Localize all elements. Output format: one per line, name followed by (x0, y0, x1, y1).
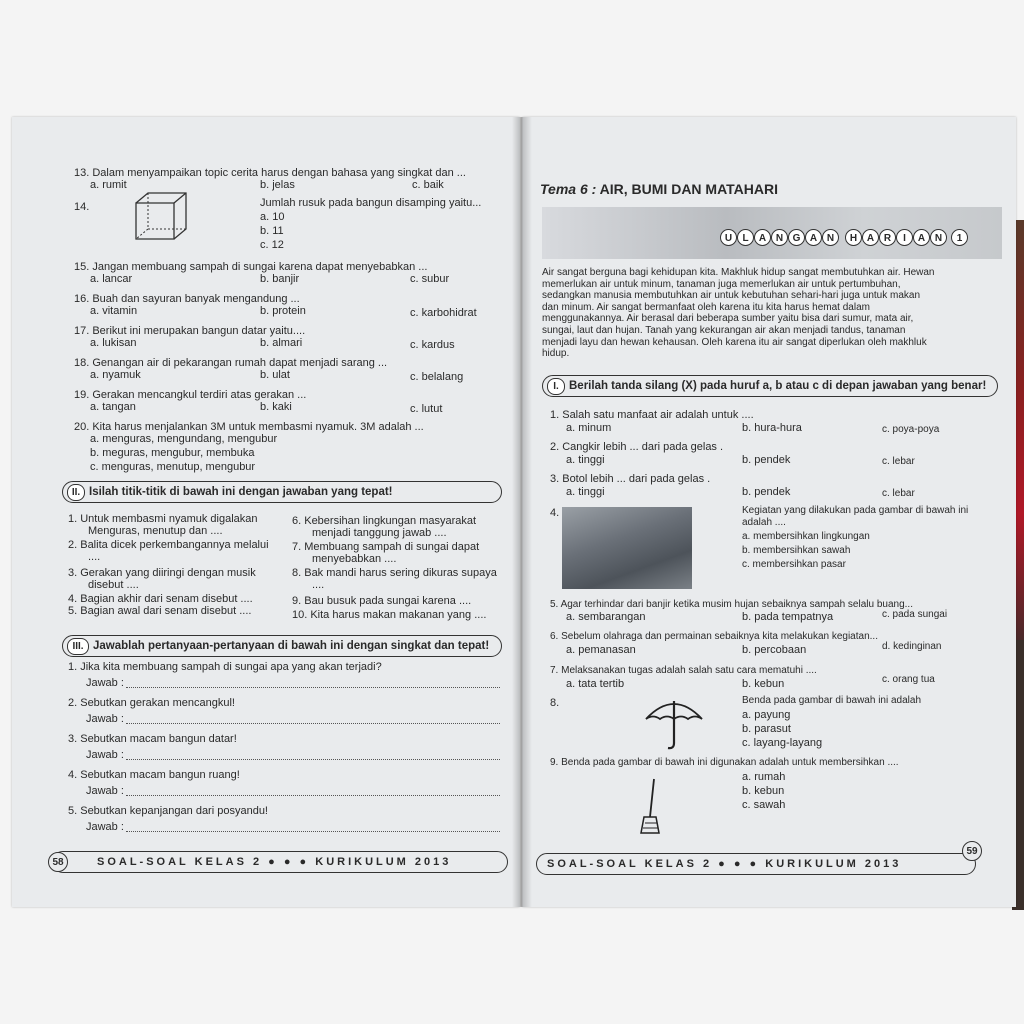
r-q6-option-b[interactable]: b. percobaan (742, 644, 807, 656)
ulangan-letter: I (896, 229, 913, 246)
right-page-number: 59 (962, 841, 982, 861)
paragraph-line: memerlukan air untuk minum, tanaman juga memerlukan air untuk pertumbuhan, (542, 278, 901, 290)
broom-icon (634, 777, 664, 837)
ulangan-letter: U (720, 229, 737, 246)
q17-option-a: a. lukisan (90, 337, 137, 349)
left-footer (52, 851, 508, 873)
r-q4-number: 4. (550, 507, 560, 519)
r-q6-option-c[interactable]: d. kedinginan (882, 641, 942, 652)
right-page (522, 117, 1016, 907)
r-q9-option-b[interactable]: b. kebun (742, 785, 785, 797)
q15-option-b: b. banjir (260, 273, 300, 285)
r-q2-option-a[interactable]: a. tinggi (566, 454, 605, 466)
ulangan-letter: A (913, 229, 930, 246)
cube-figure (132, 191, 192, 243)
fill-1: 1. Untuk membasmi nyamuk digalakan (68, 513, 258, 525)
fill-3-cont: disebut .... (88, 579, 139, 591)
cleaning-environment-photo (562, 507, 692, 589)
q17-option-b: b. almari (260, 337, 303, 349)
essay-5: 5. Sebutkan kepanjangan dari posyandu! (68, 805, 268, 817)
section-2-label: Isilah titik-titik di bawah ini dengan jawaban yang tepat! (89, 486, 393, 498)
paragraph-line: sungai, laut dan hujan. Tanah yang kekurangan air akan menjadi tandus, tanaman (542, 324, 906, 336)
q15-stem: 15. Jangan membuang sampah di sungai karena dapat menyebabkan ... (74, 261, 428, 273)
left-page (12, 117, 520, 907)
book-gutter (512, 117, 532, 907)
essay-3: 3. Sebutkan macam bangun datar! (68, 733, 237, 745)
r-q7-option-c[interactable]: c. orang tua (882, 674, 935, 685)
q19-option-c: c. lutut (410, 403, 443, 415)
r-q4-stem-1: Kegiatan yang dilakukan pada gambar di bawah ini (742, 505, 969, 516)
fill-6-cont: menjadi tanggung jawab .... (312, 527, 447, 539)
q14-stem: Jumlah rusuk pada bangun disamping yaitu... (260, 197, 482, 209)
fill-2-cont: .... (88, 551, 101, 563)
r-q1-option-a[interactable]: a. minum (566, 422, 612, 434)
ulangan-letter: N (930, 229, 947, 246)
section-1-header (542, 375, 998, 397)
tema-title (540, 181, 778, 197)
essay-1: 1. Jika kita membuang sampah di sungai apa yang akan terjadi? (68, 661, 382, 673)
r-q1-option-c[interactable]: c. poya-poya (882, 424, 940, 435)
paragraph-line: hidup. (542, 348, 570, 360)
q14-option-a: a. 10 (260, 211, 285, 223)
intro-paragraph (542, 267, 962, 360)
fill-1-cont: Menguras, menutup dan .... (88, 525, 223, 537)
r-q4-option-b[interactable]: b. membersihkan sawah (742, 545, 851, 556)
r-q4-option-c[interactable]: c. membersihkan pasar (742, 559, 846, 570)
jawab-label-4: Jawab : (86, 785, 124, 797)
q20-stem: 20. Kita harus menjalankan 3M untuk membasmi nyamuk. 3M adalah ... (74, 421, 424, 433)
umbrella-icon (642, 695, 706, 751)
r-q2-option-c[interactable]: c. lebar (882, 456, 915, 467)
r-q3-option-c[interactable]: c. lebar (882, 488, 915, 499)
right-footer-text: SOAL-SOAL KELAS 2 ● ● ● KURIKULUM 2013 (547, 858, 902, 870)
section-2-number: II. (67, 484, 85, 501)
fill-7: 7. Membuang sampah di sungai dapat (292, 541, 480, 553)
section-2-header (62, 481, 502, 503)
ulangan-letter: A (754, 229, 771, 246)
q13-option-a: a. rumit (90, 179, 127, 191)
paragraph-line: Air sangat berguna bagi kehidupan kita. Makhluk hidup sangat membutuhkan air. Hewan (542, 267, 935, 278)
q19-option-b: b. kaki (260, 401, 292, 413)
ulangan-letter: G (788, 229, 805, 246)
r-q1-option-b[interactable]: b. hura-hura (742, 422, 802, 434)
jawab-label-2: Jawab : (86, 713, 124, 725)
fill-7-cont: menyebabkan .... (312, 553, 397, 565)
r-q8-option-c[interactable]: c. layang-layang (742, 737, 823, 749)
fill-9: 9. Bau busuk pada sungai karena .... (292, 595, 472, 607)
section-3-label: Jawablah pertanyaan-pertanyaan di bawah ini dengan singkat dan tepat! (93, 640, 490, 652)
fill-8: 8. Bak mandi harus sering dikuras supaya (292, 567, 497, 579)
ulangan-letter: A (805, 229, 822, 246)
fill-5: 5. Bagian awal dari senam disebut .... (68, 605, 252, 617)
q20-option-c: c. menguras, menutup, mengubur (90, 461, 256, 473)
q16-stem: 16. Buah dan sayuran banyak mengandung ... (74, 293, 300, 305)
section-1-number: I. (547, 378, 565, 395)
r-q4-stem-2: adalah .... (742, 517, 786, 528)
r-q9-stem: 9. Benda pada gambar di bawah ini digunakan adalah untuk membersihkan .... (550, 757, 899, 768)
fill-10: 10. Kita harus makan makanan yang .... (292, 609, 487, 621)
q14-number: 14. (74, 201, 90, 213)
left-footer-text: SOAL-SOAL KELAS 2 ● ● ● KURIKULUM 2013 (97, 856, 452, 868)
ulangan-letter: R (879, 229, 896, 246)
answer-line-3[interactable] (126, 759, 500, 760)
r-q1-stem: 1. Salah satu manfaat air adalah untuk .... (550, 409, 754, 421)
r-q8-option-b[interactable]: b. parasut (742, 723, 791, 735)
jawab-label-1: Jawab : (86, 677, 124, 689)
essay-4: 4. Sebutkan macam bangun ruang! (68, 769, 240, 781)
q19-stem: 19. Gerakan mencangkul terdiri atas gerakan ... (74, 389, 307, 401)
r-q3-stem: 3. Botol lebih ... dari pada gelas . (550, 473, 711, 485)
r-q6-stem: 6. Sebelum olahraga dan permainan sebaiknya kita melakukan kegiatan... (550, 631, 878, 642)
q17-stem: 17. Berikut ini merupakan bangun datar yaitu.... (74, 325, 306, 337)
q18-option-c: c. belalang (410, 371, 464, 383)
r-q4-option-a[interactable]: a. membersihkan lingkungan (742, 531, 870, 542)
q16-option-a: a. vitamin (90, 305, 138, 317)
open-book (12, 117, 1016, 907)
section-3-header (62, 635, 502, 657)
q18-option-b: b. ulat (260, 369, 290, 381)
left-page-number: 58 (48, 852, 68, 872)
q18-stem: 18. Genangan air di pekarangan rumah dapat menjadi sarang ... (74, 357, 388, 369)
r-q3-option-b[interactable]: b. pendek (742, 486, 791, 498)
fill-2: 2. Balita dicek perkembangannya melalui (68, 539, 269, 551)
q14-option-b: b. 11 (260, 225, 284, 237)
q13-option-c: c. baik (412, 179, 444, 191)
fill-8-cont: .... (312, 579, 325, 591)
r-q5-stem: 5. Agar terhindar dari banjir ketika musim hujan sebaiknya sampah selalu buang... (550, 599, 913, 610)
q16-option-c: c. karbohidrat (410, 307, 477, 319)
q13-stem: 13. Dalam menyampaikan topic cerita harus dengan bahasa yang singkat dan ... (74, 167, 466, 179)
ulangan-letter: 1 (951, 229, 968, 246)
ulangan-letter: A (862, 229, 879, 246)
right-footer (536, 853, 976, 875)
essay-2: 2. Sebutkan gerakan mencangkul! (68, 697, 235, 709)
q20-option-a: a. menguras, mengundang, mengubur (90, 433, 278, 445)
answer-line-2[interactable] (126, 723, 500, 724)
answer-line-1[interactable] (126, 687, 500, 688)
q16-option-b: b. protein (260, 305, 306, 317)
ulangan-letter: N (771, 229, 788, 246)
section-1-label: Berilah tanda silang (X) pada huruf a, b atau c di depan jawaban yang benar! (569, 380, 987, 392)
answer-line-4[interactable] (126, 795, 500, 796)
r-q7-stem: 7. Melaksanakan tugas adalah salah satu cara mematuhi .... (550, 665, 817, 676)
r-q7-option-a[interactable]: a. tata tertib (566, 678, 625, 690)
tema-prefix: Tema 6 : (540, 181, 597, 197)
jawab-label-5: Jawab : (86, 821, 124, 833)
q15-option-c: c. subur (410, 273, 450, 285)
q19-option-a: a. tangan (90, 401, 136, 413)
r-q9-option-a[interactable]: a. rumah (742, 771, 786, 783)
fill-4: 4. Bagian akhir dari senam disebut .... (68, 593, 253, 605)
r-q8-stem: Benda pada gambar di bawah ini adalah (742, 695, 922, 706)
r-q8-number: 8. (550, 697, 560, 709)
ulangan-letter: L (737, 229, 754, 246)
q20-option-b: b. meguras, mengubur, membuka (90, 447, 255, 459)
fill-6: 6. Kebersihan lingkungan masyarakat (292, 515, 477, 527)
r-q5-option-a[interactable]: a. sembarangan (566, 611, 646, 623)
q15-option-a: a. lancar (90, 273, 133, 285)
answer-line-5[interactable] (126, 831, 500, 832)
r-q2-option-b[interactable]: b. pendek (742, 454, 791, 466)
tema-name: AIR, BUMI DAN MATAHARI (599, 181, 779, 197)
jawab-label-3: Jawab : (86, 749, 124, 761)
q18-option-a: a. nyamuk (90, 369, 141, 381)
paragraph-line: sedangkan manusia membutuhkan air untuk kebutuhan sehari-hari juga untuk makan (542, 290, 921, 302)
ulangan-letter: N (822, 229, 839, 246)
r-q6-option-a[interactable]: a. pemanasan (566, 644, 636, 656)
paragraph-line: menggunakannya. Air berasal dari beberapa sumber yaitu bisa dari sumur, mata air, (542, 313, 914, 325)
r-q5-option-b[interactable]: b. pada tempatnya (742, 611, 834, 623)
paragraph-line: menjadi layu dan hewan kehausan. Oleh karena itu air sangat diperlukan oleh makhluk (542, 336, 927, 348)
fill-3: 3. Gerakan yang diiringi dengan musik (68, 567, 256, 579)
r-q2-stem: 2. Cangkir lebih ... dari pada gelas . (550, 441, 724, 453)
q14-option-c: c. 12 (260, 239, 284, 251)
q17-option-c: c. kardus (410, 339, 455, 351)
r-q3-option-a[interactable]: a. tinggi (566, 486, 605, 498)
r-q7-option-b[interactable]: b. kebun (742, 678, 785, 690)
section-3-number: III. (67, 638, 89, 655)
r-q5-option-c[interactable]: c. pada sungai (882, 609, 948, 620)
ulangan-letter: H (845, 229, 862, 246)
r-q9-option-c[interactable]: c. sawah (742, 799, 786, 811)
r-q8-option-a[interactable]: a. payung (742, 709, 791, 721)
paragraph-line: dan minum. Air sangat bermanfaat oleh karena itu kita harus hemat dalam (542, 301, 870, 313)
q13-option-b: b. jelas (260, 179, 295, 191)
